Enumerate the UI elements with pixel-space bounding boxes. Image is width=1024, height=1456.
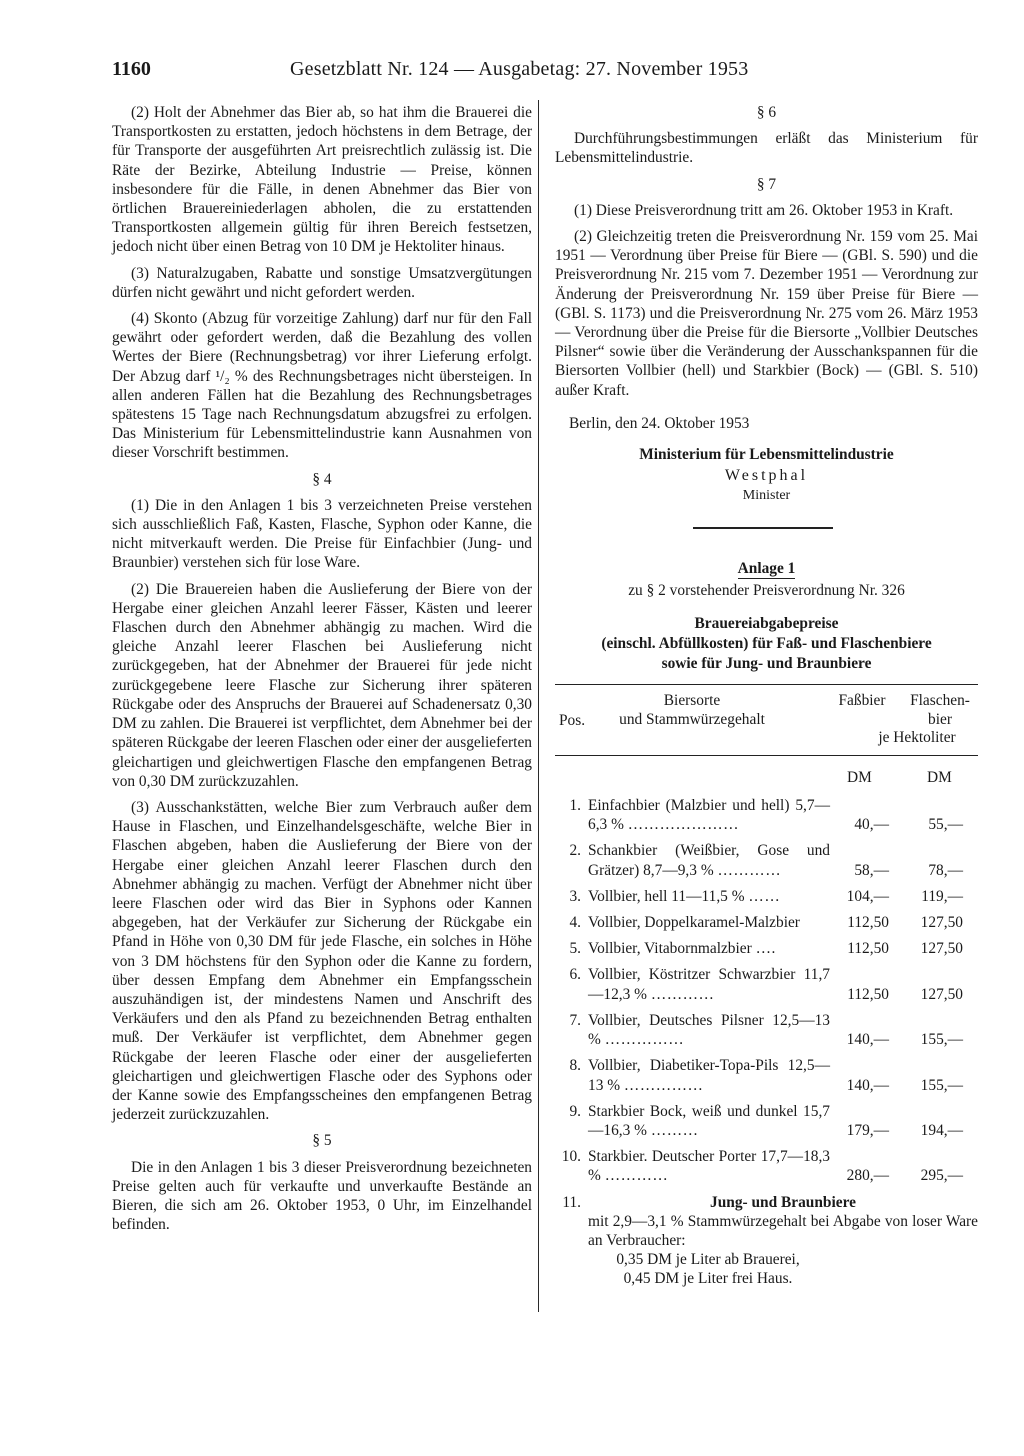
row-number: 10.: [561, 1148, 581, 1166]
place-date: Berlin, den 24. Oktober 1953: [569, 414, 750, 432]
column-divider: [538, 100, 539, 1312]
left-column: [112, 103, 532, 1241]
price-flasch: 55,—: [928, 816, 963, 834]
column-header-sort-line-2: und Stammwürzegehalt: [619, 711, 765, 729]
table-row: [555, 965, 978, 1003]
price-flasch: 127,50: [920, 940, 963, 958]
row-number: 6.: [569, 966, 581, 984]
table-row-11: [555, 1193, 978, 1289]
signature-divider: [693, 527, 833, 529]
row-description: [588, 1011, 830, 1049]
table-row: [555, 1102, 978, 1140]
table-row: [555, 841, 978, 879]
price-fass: 179,—: [846, 1121, 889, 1139]
price-flasch: 127,50: [920, 914, 963, 932]
section-6-heading: § 6: [756, 104, 777, 121]
row-description: [588, 913, 830, 932]
price-table-header: [555, 685, 978, 749]
right-column: [555, 103, 978, 1296]
paragraph-4-1: (1) Die in den Anlagen 1 bis 3 verzeichneten Preise verstehen sich ausschließlich Faß, Kasten, Flasche, Syphon oder Kanne, die nicht mitverkauft werden. Die Preise für Einfachbier (Jung- und Braunbier) verstehen sich für lose Ware.: [112, 496, 532, 572]
leader-dots: …………: [604, 1167, 669, 1185]
signer-name: Westphal: [724, 467, 809, 485]
row-number: 11.: [562, 1193, 581, 1211]
caption-line-2: (einschl. Abfüllkosten) für Faß- und Flaschenbiere: [601, 635, 932, 653]
column-header-pos: Pos.: [558, 712, 586, 730]
row-description-text: Starkbier. Deutscher Porter 17,7—18,3 %: [588, 1148, 830, 1185]
row-number: 4.: [569, 914, 581, 932]
row-description-text: Schankbier (Weißbier, Gose und Grätzer) 8,7—9,3 %: [588, 842, 830, 879]
price-flasch: 127,50: [920, 985, 963, 1003]
annex-title-text: Anlage 1: [737, 559, 796, 577]
column-header-sort-line-1: Biersorte: [663, 692, 721, 710]
column-header-fass: Faßbier: [838, 692, 886, 710]
price-fass: 140,—: [846, 1031, 889, 1049]
leader-dots: …………: [717, 861, 782, 879]
row-11-price-delivered: 0,45 DM je Liter frei Haus.: [623, 1270, 793, 1288]
gazette-title: Gesetzblatt Nr. 124 — Ausgabetag: 27. November 1953: [290, 58, 749, 80]
row-number: 9.: [569, 1102, 581, 1120]
price-table-body: [555, 796, 978, 1185]
leader-dots: ……: [748, 887, 781, 905]
row-description: [588, 796, 830, 834]
paragraph-3-3: (3) Naturalzugaben, Rabatte und sonstige Umsatzvergütungen dürfen nicht gewährt und nicht gefordert werden.: [112, 264, 532, 301]
table-row: [555, 939, 978, 958]
row-description: [588, 1102, 830, 1140]
column-header-flasch-line-2: bier: [928, 711, 952, 729]
row-number: 3.: [569, 887, 581, 905]
row-description: [588, 965, 830, 1003]
row-number: 7.: [569, 1011, 581, 1029]
row-description-text: Vollbier, Doppelkaramel-Malzbier: [588, 914, 800, 932]
annex-reference: zu § 2 vorstehender Preisverordnung Nr. 326: [628, 581, 905, 599]
paragraph-3-2: (2) Holt der Abnehmer das Bier ab, so hat ihm die Brauerei die Transportkosten zu erstatten, jedoch höchstens in dem Betrage, der für Transporte der ausgeführten Art preisrechtlich zulässig ist. Die Räte der Bezirke, Abteilung Industrie — Preise, können insbesondere für die Fälle, in denen Abnehmer das Bier von örtlichen Brauereiniederlagen abholen, die zu erstattenden Transportkosten allgemein gültig für ihren Bereich festsetzen, jedoch nicht über einen Betrag von 10 DM je Hektoliter hinaus.: [112, 104, 532, 256]
price-flasch: 155,—: [920, 1076, 963, 1094]
row-description: [588, 939, 830, 958]
caption-line-3: sowie für Jung- und Braunbiere: [661, 655, 872, 673]
caption-line-1: Brauereiabgabepreise: [694, 615, 839, 633]
page-number: 1160: [112, 58, 151, 80]
row-description-text: Vollbier, hell 11—11,5 %: [588, 887, 745, 905]
row-description: [588, 887, 830, 906]
issuing-ministry: Ministerium für Lebensmittelindustrie: [639, 446, 894, 464]
paragraph-6-1: Durchführungsbestimmungen erläßt das Ministerium für Lebensmittelindustrie.: [555, 130, 978, 167]
currency-units: [555, 768, 978, 796]
table-row: [555, 887, 978, 906]
price-fass: 112,50: [847, 985, 889, 1003]
row-description: [588, 1147, 830, 1185]
price-fass: 112,50: [847, 940, 889, 958]
paragraph-3-4: (4) Skonto (Abzug für vorzeitige Zahlung) darf nur für den Fall gewährt oder gefordert werden, daß die Bezahlung des vollen Wertes der Biere (Rechnungsbetrag) vor ihrer Lieferung erfolgt. Der Abzug darf ¹/₂ % des Rechnungsbetrages nicht übersteigen. In allen anderen Fällen hat die Bezahlung des Rechnungsbetrages spätestens 15 Tage nach Rechnungsdatum abzugsfrei zu erfolgen. Das Ministerium für Lebensmittelindustrie kann Ausnahmen von dieser Vorschrift bestimmen.: [112, 310, 532, 462]
price-fass: 40,—: [854, 816, 889, 834]
price-fass: 112,50: [847, 914, 889, 932]
price-flasch: 119,—: [921, 887, 963, 905]
row-number: 2.: [569, 842, 581, 860]
row-number: 5.: [569, 940, 581, 958]
price-flasch: 155,—: [920, 1031, 963, 1049]
table-row: [555, 796, 978, 834]
paragraph-5-1: Die in den Anlagen 1 bis 3 dieser Preisverordnung bezeichneten Preise gelten auch für verkaufte und unverkaufte Bestände an Bieren, die sich am 26. Oktober 1953, 0 Uhr, im Einzelhandel befinden.: [112, 1158, 532, 1234]
leader-dots: ….: [755, 940, 776, 958]
price-flasch: 295,—: [920, 1167, 963, 1185]
row-description: [588, 1056, 830, 1094]
row-description-text: Vollbier, Vitabornmalzbier: [588, 940, 752, 958]
row-11-text: mit 2,9—3,1 % Stammwürzegehalt bei Abgabe von loser Ware an Verbraucher:: [588, 1212, 978, 1249]
column-header-flasch: [901, 691, 979, 729]
row-description-text: Vollbier, Diabetiker-Topa-Pils 12,5—13 %: [588, 1057, 830, 1094]
leader-dots: …………………: [627, 816, 740, 834]
leader-dots: ………: [650, 1121, 699, 1139]
row-number: 1.: [569, 797, 581, 815]
section-7-heading: § 7: [756, 175, 777, 193]
row-number: 8.: [569, 1057, 581, 1075]
row-description: [588, 841, 830, 879]
price-fass: 58,—: [854, 861, 889, 879]
paragraph-7-2: (2) Gleichzeitig treten die Preisverordnung Nr. 159 vom 25. Mai 1951 — Verordnung über Preise für Biere — (GBl. S. 590) und die Preisverordnung Nr. 215 vom 7. Dezember 1951 — Verordnung zur Änderung der Preisverordnung Nr. 159 über Preise für Biere — (GBl. S. 1173) und die Preisverordnung Nr. 275 vom 26. März 1953 — Verordnung über die Preise für die Biersorte „Vollbier Deutsches Pilsner“ sowie über die Veränderung der Ausschankspannen für die Biersorten Vollbier (hell) und Starkbier (Bock) — (GBl. S. 510) außer Kraft.: [555, 228, 978, 399]
annex-title: [555, 559, 978, 578]
row-description-text: Vollbier, Köstritzer Schwarzbier 11,7—12,3 %: [588, 966, 830, 1003]
paragraph-4-3: (3) Ausschankstätten, welche Bier zum Verbrauch außer dem Hause in Flaschen, und Einzelhandelsgeschäfte, welche Bier in Flaschen abgeben, haben die Auslieferung der Biere von der Hergabe einer gleichen Anzahl leerer Flaschen durch den Abnehmer abhängig zu machen. Verfügt der Abnehmer nicht über leere Flaschen oder wird das Bier in Syphons oder Kannen abgegeben, hat der Verkäufer zur Sicherung der Rückgabe ein Pfand in Höhe von 0,30 DM für jede Flasche, ein solches in Höhe von 3 DM höchstens für den Syphon oder die Kanne zu fordern, über dessen Empfang dem Abnehmer ein Empfangsschein auszuhändigen ist, der mindestens Namen und Anschrift des Verkäufers und den als Pfand zu bezeichnenden Betrag enthalten muß. Der Verkäufer ist verpflichtet, dem Abnehmer gegen Rückgabe der leeren Flasche oder einer der ausgelieferten gleichartigen und gleichwertigen Flasche oder des Syphons oder der Kanne sowie des Empfangsscheines den empfangenen Betrag jederzeit zurückzuzahlen.: [112, 798, 532, 1124]
row-description-text: Vollbier, Deutsches Pilsner 12,5—13 %: [588, 1011, 830, 1049]
table-row: [555, 913, 978, 932]
table-row: [555, 1011, 978, 1049]
column-header-sort: [617, 691, 767, 729]
unit-flasch: DM: [927, 769, 952, 787]
price-table-caption: [555, 614, 978, 674]
row-11-price-brewery: 0,35 DM je Liter ab Brauerei,: [616, 1251, 800, 1269]
price-fass: 140,—: [846, 1076, 889, 1094]
signer-title: Minister: [742, 488, 791, 504]
paragraph-7-1: (1) Diese Preisverordnung tritt am 26. Oktober 1953 in Kraft.: [574, 201, 954, 219]
section-4-heading: § 4: [312, 470, 332, 488]
leader-dots: …………: [650, 985, 715, 1003]
table-row: [555, 1147, 978, 1185]
row-description-text: Starkbier Bock, weiß und dunkel 15,7—16,3 %: [588, 1102, 830, 1139]
paragraph-4-2: (2) Die Brauereien haben die Auslieferung der Biere von der Hergabe einer gleichen Anzahl leerer Fässer, Kästen und leerer Flaschen durch den Abnehmer abhängig zu machen. Wird die gleiche Anzahl leerer Flaschen bei Auslieferung nicht zurückgegeben, hat der Abnehmer der Brauerei für jede nicht zurückgegebene leere Flasche zur Sicherung ihrer späteren Rückgabe oder des Anspruchs der Brauerei auf Schadenersatz 0,30 DM zu zahlen. Die Brauerei ist verpflichtet, dem Abnehmer bei der späteren Rückgabe der leeren Flaschen oder einer der ausgelieferten gleichartigen und gleichwertigen Flasche den empfangenen Betrag von 0,30 DM zurückzuzahlen.: [112, 580, 532, 790]
table-header-rule: [555, 755, 978, 756]
price-fass: 280,—: [846, 1167, 889, 1185]
section-5-heading: § 5: [312, 1132, 332, 1150]
price-fass: 104,—: [846, 887, 889, 905]
row-11-heading: Jung- und Braunbiere: [710, 1193, 856, 1211]
table-row: [555, 1056, 978, 1094]
column-header-per-hectoliter: je Hektoliter: [878, 729, 956, 747]
leader-dots: ……………: [623, 1076, 704, 1094]
row-description-text: Einfachbier (Malzbier und hell) 5,7—6,3 %: [588, 797, 830, 834]
unit-fass: DM: [847, 769, 872, 787]
price-flasch: 194,—: [920, 1121, 963, 1139]
column-header-flasch-line-1: Flaschen-: [910, 692, 970, 710]
price-flasch: 78,—: [928, 861, 963, 879]
page-header: [112, 58, 802, 92]
leader-dots: ……………: [604, 1031, 685, 1049]
